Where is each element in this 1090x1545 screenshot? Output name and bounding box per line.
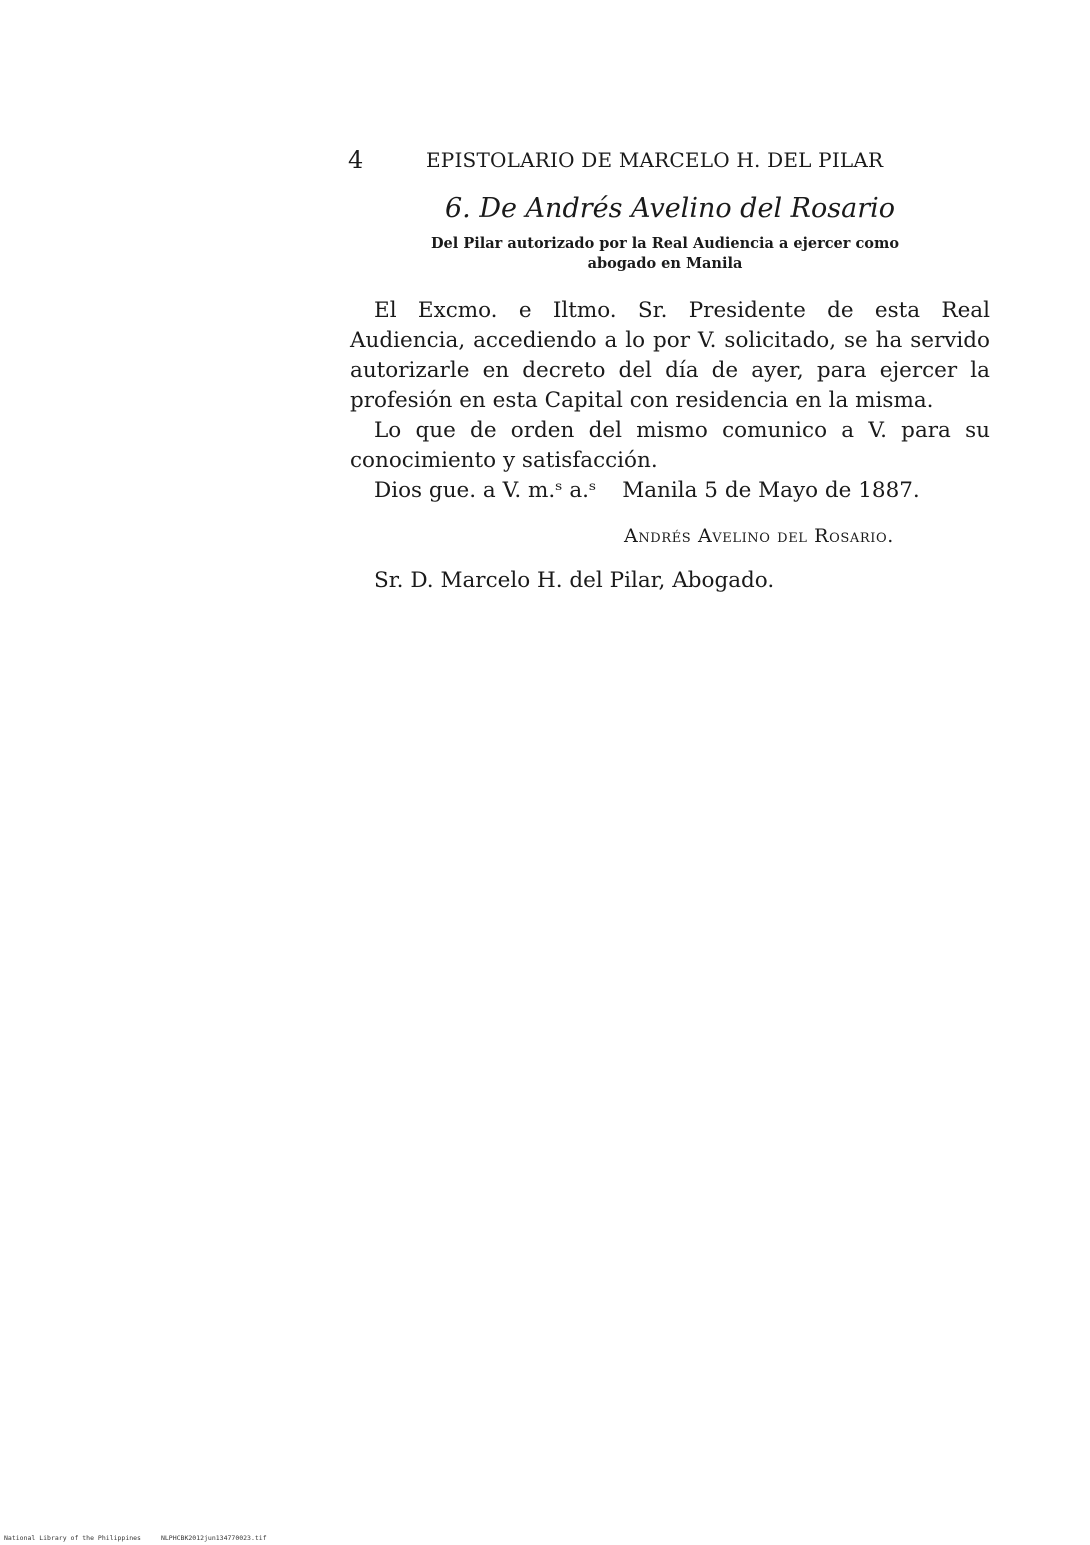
scan-footer <box>4 1534 267 1542</box>
closing-line <box>374 476 920 506</box>
page-header <box>346 143 912 177</box>
running-head: EPISTOLARIO DE MARCELO H. DEL PILAR <box>426 148 884 172</box>
summary-line: abogado en Manila <box>587 255 743 272</box>
library-name: National Library of the Philippines <box>4 1534 141 1542</box>
letter-title: 6. De Andrés Avelino del Rosario <box>445 193 895 224</box>
body-paragraph: Lo que de orden del mismo comunico a V. para su conocimiento y satisfacción. <box>350 418 990 473</box>
letter-body <box>350 296 990 476</box>
closing-formula: Dios gue. a V. m.ˢ a.ˢ <box>374 478 597 503</box>
page-number: 4 <box>348 146 364 174</box>
signature: Andrés Avelino del Rosario. <box>624 525 894 547</box>
place-date: Manila 5 de Mayo de 1887. <box>622 478 920 503</box>
body-paragraph: El Excmo. e Iltmo. Sr. Presidente de esta Real Audiencia, accediendo a lo por V. solicitado, se ha servido autorizarle en decreto del día de ayer, para ejercer la profesión en esta Capital con residencia en la misma. <box>350 298 990 413</box>
letter-summary <box>405 234 925 274</box>
addressee: Sr. D. Marcelo H. del Pilar, Abogado. <box>374 568 775 593</box>
summary-line: Del Pilar autorizado por la Real Audiencia a ejercer como <box>430 235 899 252</box>
file-id: NLPHCBK2012jun134770023.tif <box>160 1534 267 1542</box>
